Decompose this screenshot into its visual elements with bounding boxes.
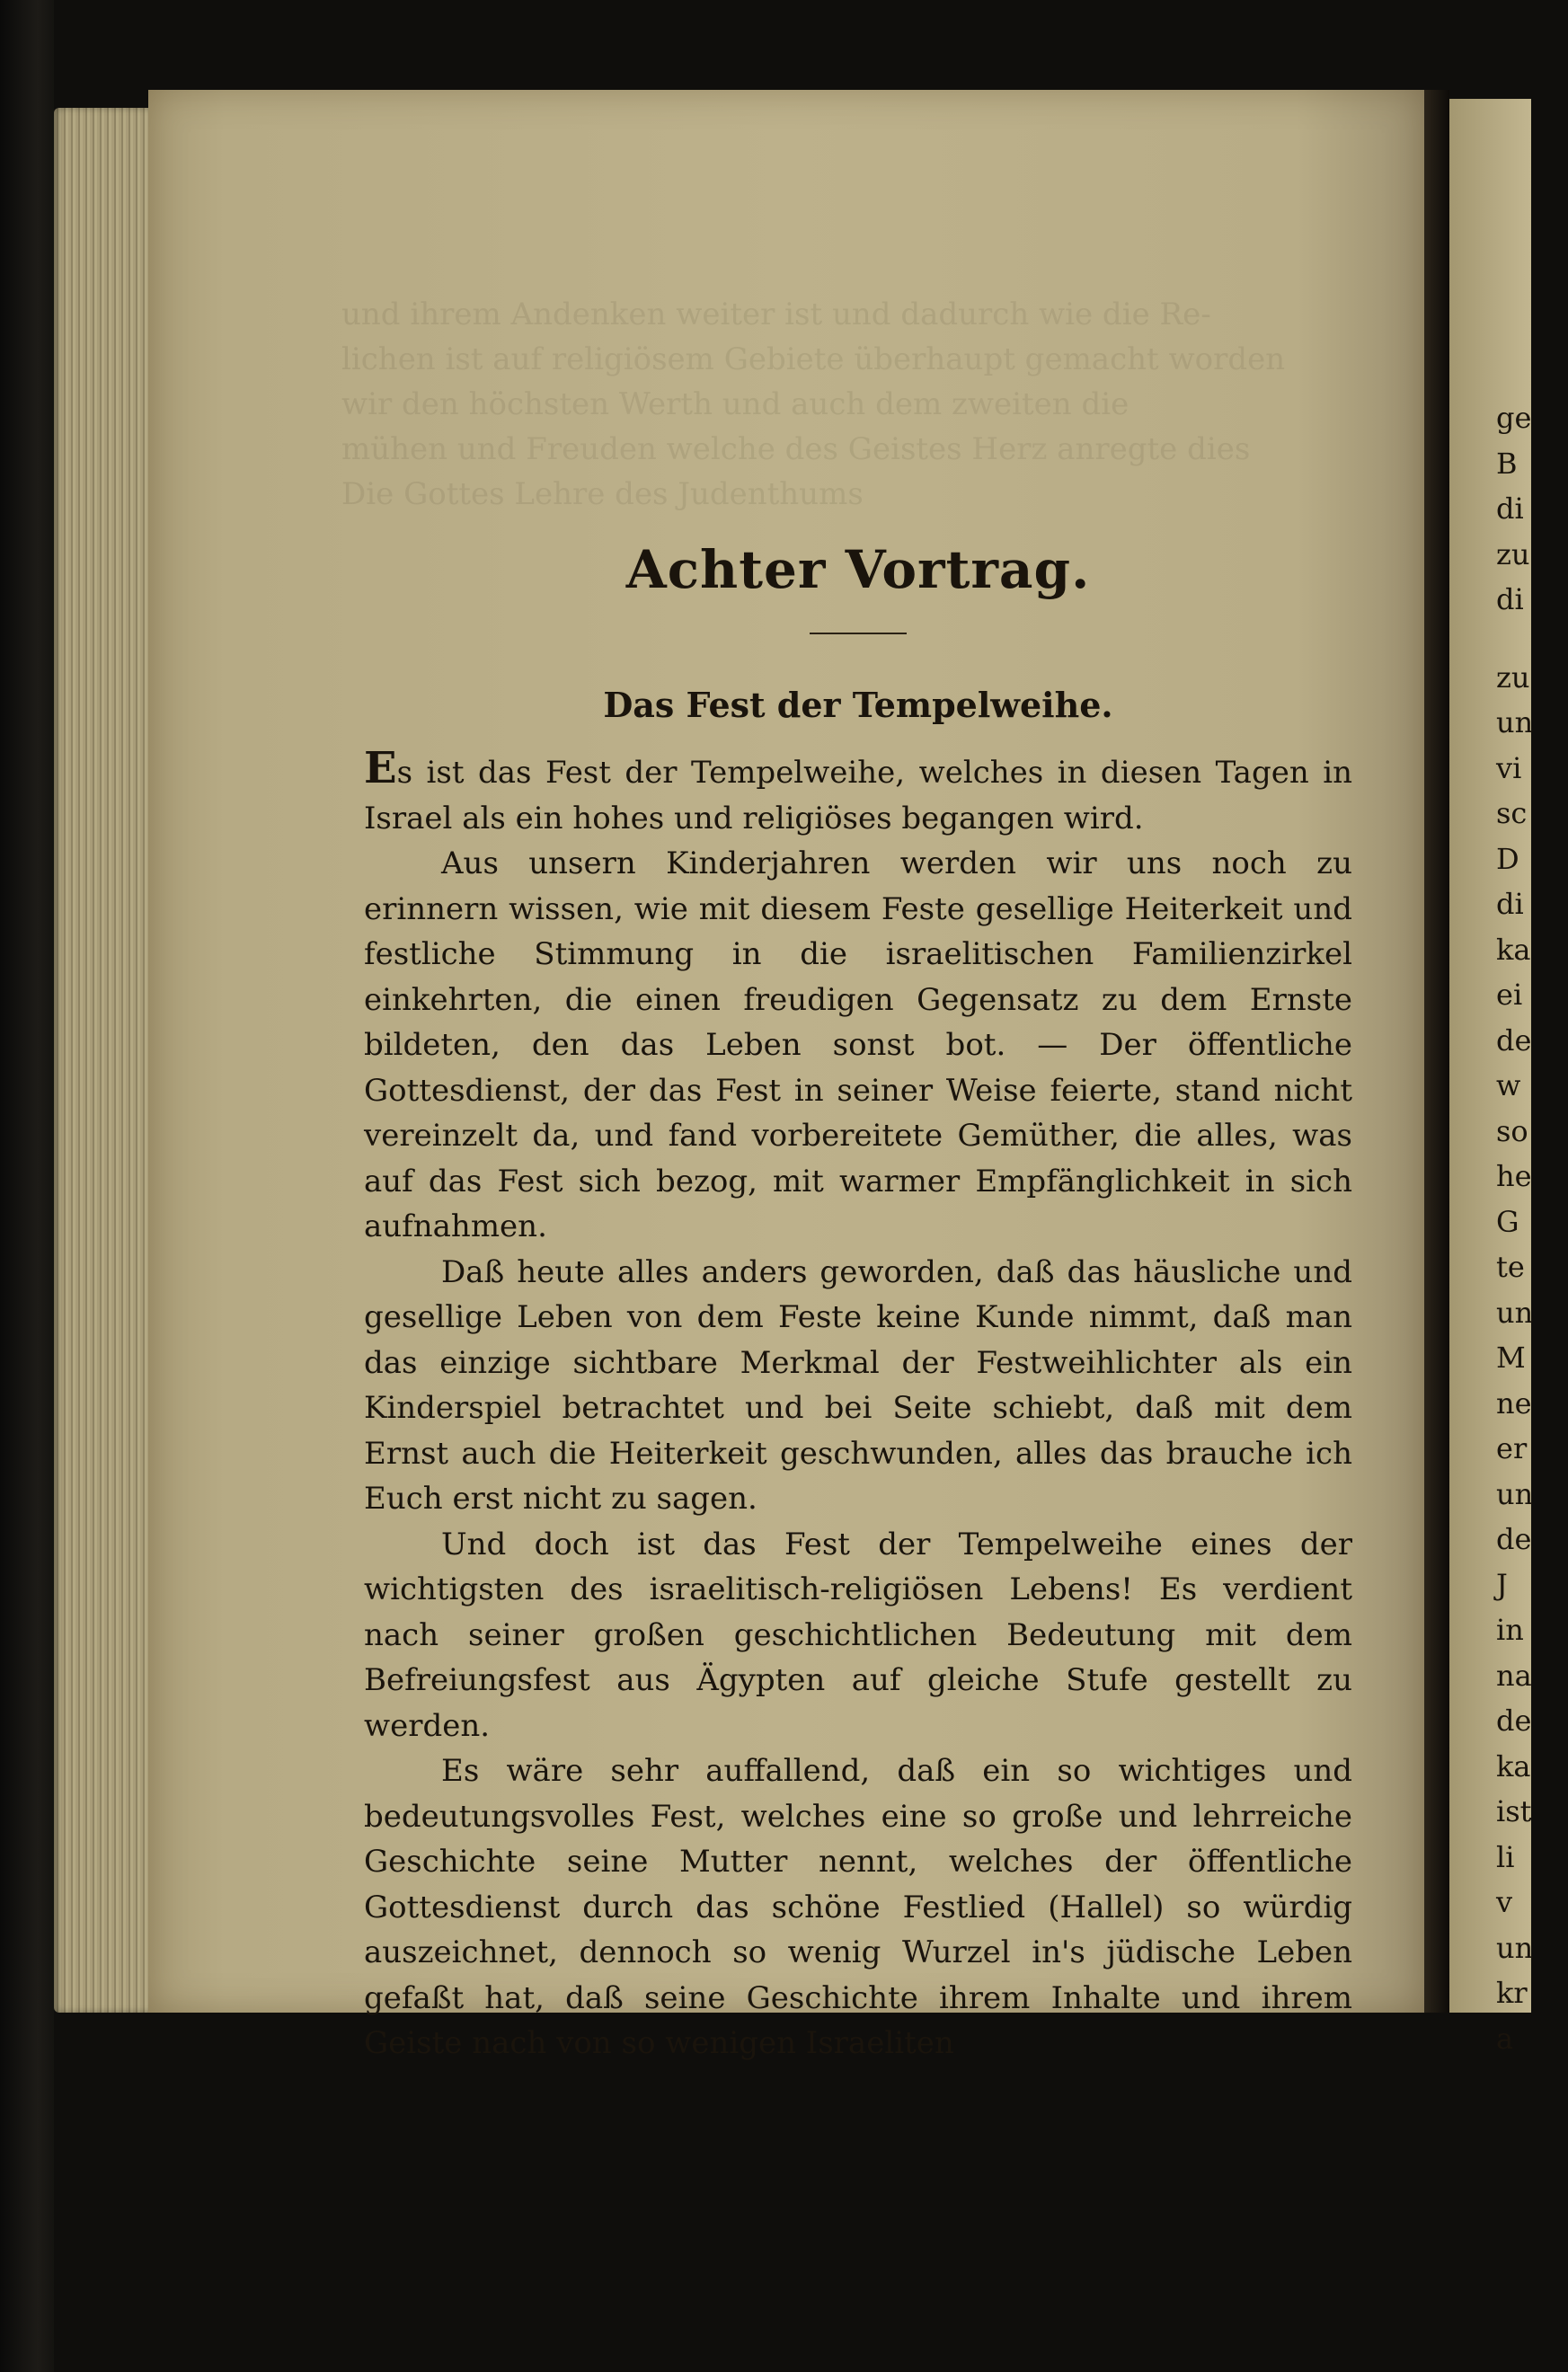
right-page-fragment: li: [1496, 1839, 1515, 1874]
bleed-through-line: lichen ist auf religiösem Gebiete überhaupt gemacht worden: [341, 341, 1286, 377]
right-page-fragment: zu: [1496, 659, 1530, 695]
right-page-fragment: de: [1496, 1522, 1532, 1556]
right-page-fragment: w: [1496, 1068, 1521, 1102]
bleed-through-line: wir den höchsten Werth und auch dem zweiten die: [341, 386, 1129, 422]
right-page-fragment: a: [1496, 2021, 1514, 2056]
book-cover-spine: [0, 0, 54, 2372]
right-page-fragment: un: [1496, 1476, 1534, 1511]
right-page-fragment: v: [1496, 1885, 1513, 1919]
right-page-fragment: di: [1496, 887, 1524, 921]
page-edges: [54, 108, 153, 2013]
right-page-fragment: de: [1496, 1022, 1532, 1058]
right-page-fragment: na: [1496, 1658, 1532, 1693]
right-page-fragment: ne: [1496, 1385, 1532, 1421]
right-page-fragment: [1496, 623, 1568, 655]
book-gutter: [1424, 90, 1449, 2013]
right-page-fragment: G: [1496, 1204, 1519, 1239]
paragraph-2: Aus unsern Kinderjahren werden wir uns noch zu erinnern wissen, wie mit diesem Feste gesellige Heiterkeit und festliche Stimmung in die israelitischen Familienzirkel einkehrten, die einen freudigen Gegensatz zu dem Ernste bildeten, den das Leben sonst bot. — Der öffentliche Gottesdienst, der das Fest in seiner Weise feierte, stand nicht vereinzelt da, und fand vorbereitete Gemüther, die alles, was auf das Fest sich bezog, mit warmer Empfänglichkeit in sich aufnahmen.: [364, 845, 1352, 1244]
paragraph-5: Es wäre sehr auffallend, daß ein so wichtiges und bedeutungsvolles Fest, welches eine so große und lehrreiche Geschichte seine Mutter nennt, welches der öffentliche Gottesdienst durch das schöne Festlied (Hallel) so würdig auszeichnet, dennoch so wenig Wurzel in's jüdische Leben gefaßt hat, daß seine Geschichte ihrem Inhalte und ihrem Geiste nach von so wenigen Israeliten: [364, 1753, 1352, 2061]
title-divider: [810, 633, 907, 634]
book-page-right: [1449, 99, 1534, 2056]
right-page-fragment: he: [1496, 1159, 1532, 1193]
right-page-fragment: ka: [1496, 932, 1531, 967]
right-page-fragment: un: [1496, 705, 1534, 739]
right-page-fragment: di: [1496, 582, 1524, 616]
right-page-fragment: un: [1496, 1930, 1534, 1965]
chapter-subtitle: Das Fest der Tempelweihe.: [603, 685, 1113, 725]
right-page-fragment: J: [1496, 1567, 1508, 1602]
right-page-fragment: te: [1496, 1250, 1525, 1284]
chapter-title: Achter Vortrag.: [625, 539, 1091, 600]
right-page-fragment: in: [1496, 1613, 1524, 1647]
right-page-fragment: de: [1496, 1704, 1532, 1738]
right-page-fragments: [1496, 395, 1568, 2061]
paragraph-1: [364, 743, 1352, 841]
right-page-fragment: D: [1496, 841, 1519, 876]
bleed-through-line: mühen und Freuden welche des Geistes Herz anregte dies: [341, 431, 1251, 467]
right-page-fragment: kr: [1496, 1976, 1528, 2010]
right-page-fragment: ka: [1496, 1748, 1531, 1783]
paragraph-4: Und doch ist das Fest der Tempelweihe eines der wichtigsten des israelitisch-religiösen Lebens! Es verdient nach seiner großen geschichtlichen Bedeutung mit dem Befreiungsfest aus Ägypten auf gleiche Stufe gestellt zu werden.: [364, 1526, 1352, 1744]
right-page-fragment: er: [1496, 1431, 1528, 1465]
right-page-fragment: ge: [1496, 401, 1532, 435]
paragraph-3: Daß heute alles anders geworden, daß das häusliche und gesellige Leben von dem Feste keine Kunde nimmt, daß man das einzige sichtbare Merkmal der Festweihlichter als ein Kinderspiel betrachtet und bei Seite schiebt, daß mit dem Ernst auch die Heiterkeit geschwunden, alles das brauche ich Euch erst nicht zu sagen.: [364, 1253, 1352, 1517]
right-page-fragment: di: [1496, 491, 1524, 526]
right-page-fragment: ei: [1496, 978, 1523, 1012]
right-page-fragment: vi: [1496, 750, 1522, 785]
paragraph-1-text: s ist das Fest der Tempelweihe, welches in diesen Tagen in Israel als ein hohes und religiöses begangen wird.: [364, 755, 1352, 836]
drop-cap-initial: E: [364, 743, 397, 793]
right-page-fragment: un: [1496, 1295, 1534, 1330]
right-page-fragment: so: [1496, 1113, 1528, 1148]
bleed-through-line: und ihrem Andenken weiter ist und dadurch wie die Re-: [341, 296, 1211, 332]
right-page-fragment: sc: [1496, 796, 1528, 830]
right-page-fragment: zu: [1496, 536, 1530, 571]
page-text-block: [364, 539, 1352, 2067]
right-page-fragment: B: [1496, 446, 1518, 481]
bleed-through-line: Die Gottes Lehre des Judenthums: [341, 476, 864, 512]
right-page-fragment: M: [1496, 1341, 1526, 1375]
right-page-fragment: ist: [1496, 1794, 1532, 1828]
